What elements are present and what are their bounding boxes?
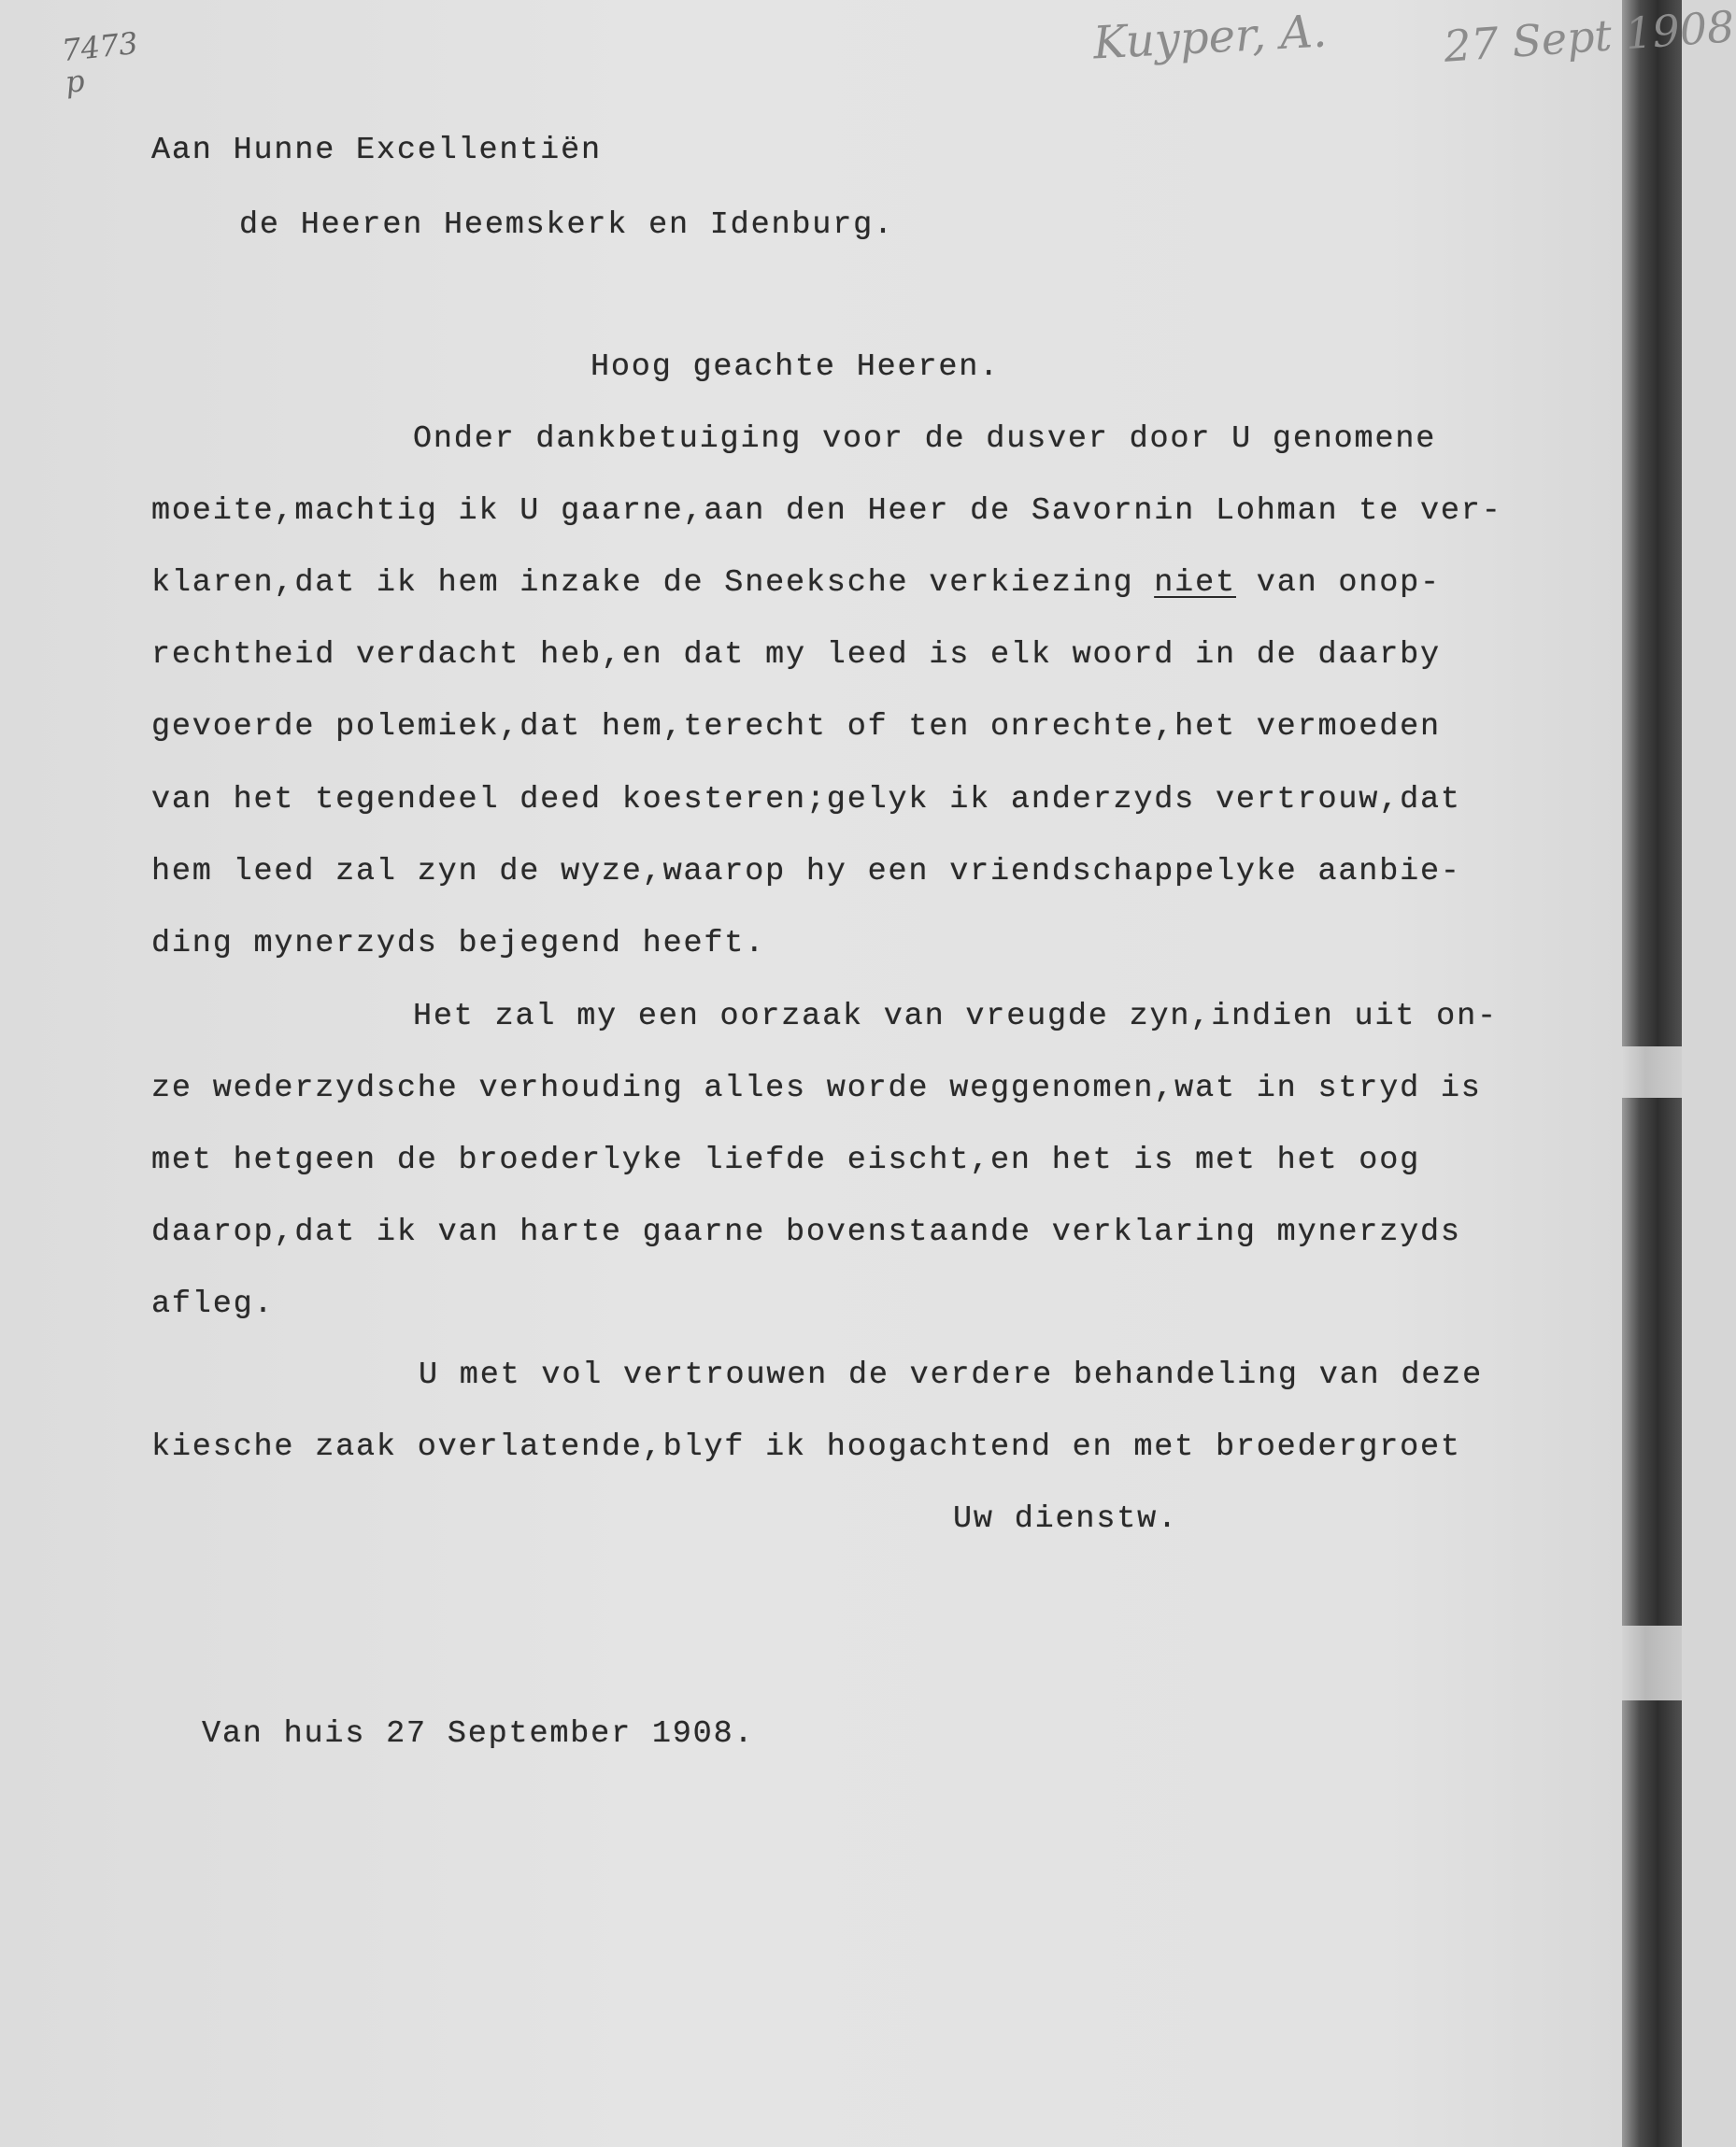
paragraph-3-line-1: U met vol vertrouwen de verdere behandeling van deze (419, 1358, 1483, 1393)
paragraph-1-line-5: gevoerde polemiek,dat hem,terecht of ten onrechte,het vermoeden (151, 709, 1441, 745)
archive-number (60, 24, 143, 100)
closing: Uw dienstw. (953, 1501, 1178, 1537)
paragraph-1-line-8: ding mynerzyds bejegend heeft. (151, 926, 766, 961)
address-line-2: de Heeren Heemskerk en Idenburg. (239, 207, 894, 243)
paragraph-1-line-4: rechtheid verdacht heb,en dat my leed is elk woord in de daarby (151, 637, 1441, 673)
archive-number-sub: p (63, 62, 87, 100)
paragraph-1-line-1: Onder dankbetuiging voor de dusver door U genomene (413, 421, 1437, 457)
paragraph-3-line-2: kiesche zaak overlatende,blyf ik hoogachtend en met broedergroet (151, 1429, 1461, 1465)
paragraph-1-line-3 (151, 565, 1441, 601)
salutation: Hoog geachte Heeren. (591, 349, 1001, 385)
line-3-part-b: van onop- (1235, 565, 1441, 601)
paragraph-2-line-2: ze wederzydsche verhouding alles worde weggenomen,wat in stryd is (151, 1071, 1482, 1106)
paragraph-2-line-4: daarop,dat ik van harte gaarne bovenstaande verklaring mynerzyds (151, 1215, 1461, 1250)
binding-gap-lower (1622, 1626, 1682, 1700)
paragraph-2-line-5: afleg. (151, 1287, 275, 1322)
handwritten-name: Kuyper, A. (1091, 5, 1329, 70)
paragraph-1-line-2: moeite,machtig ik U gaarne,aan den Heer de Savornin Lohman te ver- (151, 493, 1502, 529)
binding-gap (1622, 1046, 1682, 1098)
paragraph-2-line-1: Het zal my een oorzaak van vreugde zyn,indien uit on- (413, 999, 1498, 1034)
paragraph-2-line-3: met hetgeen de broederlyke liefde eischt,en het is met het oog (151, 1143, 1421, 1178)
archive-number-main: 7473 (60, 24, 140, 69)
paragraph-1-line-6: van het tegendeel deed koesteren;gelyk ik anderzyds vertrouw,dat (151, 782, 1461, 818)
handwritten-date: 27 Sept 1908 (1442, 1, 1736, 72)
address-line-1: Aan Hunne Excellentiën (151, 133, 602, 168)
line-3-part-a: klaren,dat ik hem inzake de Sneeksche verkiezing (151, 565, 1155, 601)
place-date: Van huis 27 September 1908. (202, 1716, 755, 1752)
underlined-word: niet (1154, 565, 1236, 601)
paragraph-1-line-7: hem leed zal zyn de wyze,waarop hy een vriendschappelyke aanbie- (151, 854, 1461, 889)
